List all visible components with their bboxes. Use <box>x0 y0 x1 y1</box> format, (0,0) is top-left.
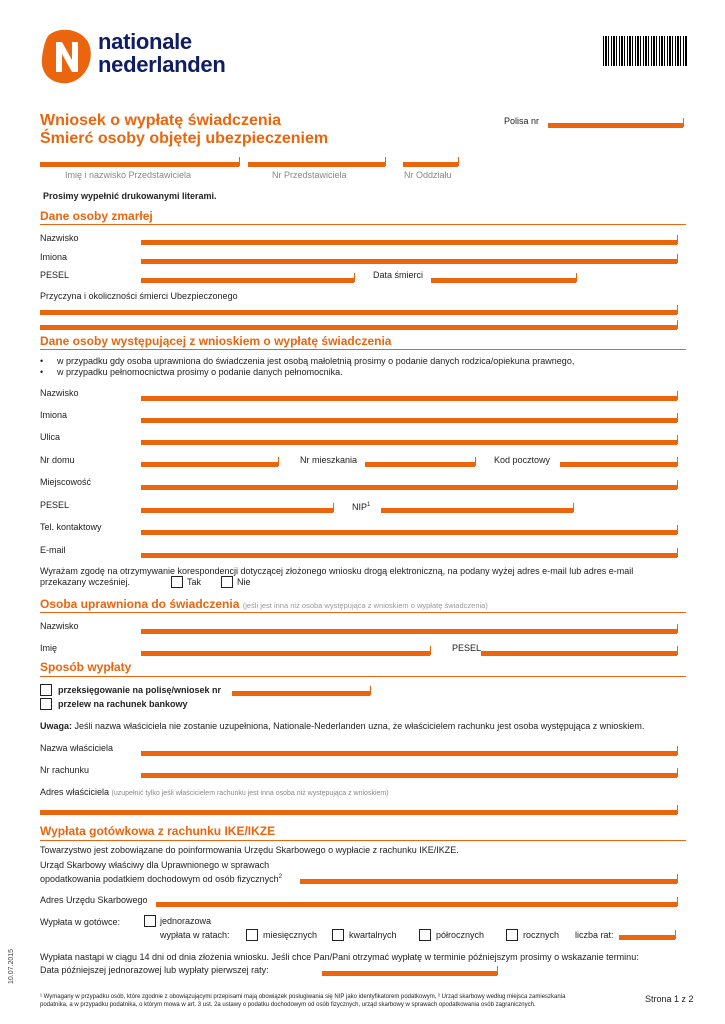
flat-no-field[interactable] <box>365 457 475 467</box>
quarterly-label: kwartalnych <box>349 930 397 940</box>
owner-name-label: Nazwa właściciela <box>40 743 114 753</box>
phone-field[interactable] <box>141 525 677 535</box>
bank-transfer-label: przelew na rachunek bankowy <box>58 699 188 709</box>
beneficiary-surname-field[interactable] <box>141 624 677 634</box>
applicant-names-field[interactable] <box>141 413 677 423</box>
deceased-pesel-field[interactable] <box>141 273 354 283</box>
applicant-names-label: Imiona <box>40 410 68 420</box>
cash-payment-label: Wypłata w gotówce: <box>40 917 120 927</box>
transfer-to-policy-checkbox[interactable] <box>40 684 52 696</box>
section-beneficiary-note: (jeśli jest inna niż osoba występująca z wnioskiem o wypłatę świadczenia) <box>242 601 488 610</box>
owner-address-label: Adres właściciela (uzupełnić tylko jeśli właścicielem rachunku jest inna osoba niż występująca z wnioskiem) <box>40 787 389 797</box>
death-date-field[interactable] <box>431 273 576 283</box>
applicant-pesel-label: PESEL <box>40 500 70 510</box>
section-applicant: Dane osoby występującej z wnioskiem o wypłatę świadczenia <box>40 334 392 348</box>
cause-label: Przyczyna i okoliczności śmierci Ubezpieczonego <box>40 291 238 301</box>
email-label: E-mail <box>40 545 66 555</box>
barcode <box>603 36 687 66</box>
nn-logo <box>40 28 240 84</box>
deceased-names-label: Imiona <box>40 252 68 262</box>
cause-field-1[interactable] <box>40 305 677 315</box>
deceased-surname-label: Nazwisko <box>40 233 79 243</box>
section-rule <box>40 349 686 350</box>
consent-no-checkbox[interactable] <box>221 576 233 588</box>
rep-name-label: Imię i nazwisko Przedstawiciela <box>65 170 192 180</box>
tax-office-address-field[interactable] <box>156 897 677 907</box>
nn-logo-icon <box>40 28 92 84</box>
phone-label: Tel. kontaktowy <box>40 522 102 532</box>
tax-office-address-label: Adres Urzędu Skarbowego <box>40 895 148 905</box>
street-field[interactable] <box>141 435 677 445</box>
later-date-field[interactable] <box>322 966 497 976</box>
payment-note: Uwaga: Jeśli nazwa właściciela nie zostanie uzupełniona, Nationale-Nederlanden uzna, że właścicielem rachunku jest osoba występująca z wnioskiem. <box>40 721 645 731</box>
beneficiary-pesel-label: PESEL <box>452 643 482 653</box>
later-date-text-1: Wypłata nastąpi w ciągu 14 dni od dnia złożenia wniosku. Jeśli chce Pan/Pani otrzymać wypłatę w terminie późniejszym prosimy o wskazanie terminu: <box>40 952 639 962</box>
footnote-2: podatnika, a w przypadku podatnika, o którym mowa w art. 3 ust. 2a ustawy o podatku dochodowym od osób fizycznych, urząd skarbowy w sprawach opodatkowania osób zagranicznych. <box>40 1002 536 1008</box>
applicant-pesel-field[interactable] <box>141 503 333 513</box>
transfer-policy-no-field[interactable] <box>232 686 370 696</box>
consent-text-2: przekazany wcześniej. <box>40 577 131 587</box>
section-rule <box>40 676 686 677</box>
quarterly-checkbox[interactable] <box>332 929 344 941</box>
city-field[interactable] <box>141 480 677 490</box>
branch-number-field[interactable] <box>403 157 458 167</box>
rep-name-field[interactable] <box>40 157 239 167</box>
death-date-label: Data śmierci <box>373 270 424 280</box>
form-subtitle: Śmierć osoby objętej ubezpieczeniem <box>40 130 329 147</box>
applicant-surname-label: Nazwisko <box>40 388 79 398</box>
branch-label: Nr Oddziału <box>404 170 452 180</box>
street-label: Ulica <box>40 432 61 442</box>
section-rule <box>40 840 686 841</box>
tax-office-label-2: opodatkowania podatkiem dochodowym od osób fizycznych$^2$ <box>40 874 282 884</box>
consent-no-label: Nie <box>237 577 251 587</box>
installment-count-label: liczba rat: <box>575 930 614 940</box>
consent-yes-label: Tak <box>187 577 202 587</box>
city-label: Miejscowość <box>40 477 92 487</box>
nip-field[interactable] <box>381 503 573 513</box>
applicant-bullet-2: w przypadku pełnomocnictwa prosimy o podanie danych pełnomocnika. <box>57 367 343 377</box>
consent-yes-checkbox[interactable] <box>171 576 183 588</box>
email-field[interactable] <box>141 548 677 558</box>
deceased-pesel-label: PESEL <box>40 270 70 280</box>
policy-label: Polisa nr <box>504 116 540 126</box>
flat-no-label: Nr mieszkania <box>300 455 358 465</box>
tax-office-label-1: Urząd Skarbowy właściwy dla Uprawnionego w sprawach <box>40 860 270 870</box>
rep-number-label: Nr Przedstawiciela <box>272 170 347 180</box>
beneficiary-surname-label: Nazwisko <box>40 621 79 631</box>
deceased-names-field[interactable] <box>141 254 677 264</box>
bullet-icon: • <box>40 356 44 366</box>
account-no-label: Nr rachunku <box>40 765 90 775</box>
beneficiary-pesel-field[interactable] <box>481 646 677 656</box>
applicant-surname-field[interactable] <box>141 391 677 401</box>
tax-office-field[interactable] <box>300 874 677 884</box>
section-beneficiary: Osoba uprawniona do świadczenia (jeśli jest inna niż osoba występująca z wnioskiem o wypłatę świadczenia) <box>40 597 488 611</box>
installment-count-field[interactable] <box>619 930 675 940</box>
later-date-text-2: Data późniejszej jednorazowej lub wypłaty pierwszej raty: <box>40 965 269 975</box>
one-time-label: jednorazowa <box>160 916 212 926</box>
nip-label: NIP$^1$ <box>352 502 371 512</box>
section-rule <box>40 224 686 225</box>
house-no-field[interactable] <box>141 457 278 467</box>
brand-line2: nederlanden <box>98 52 226 77</box>
bullet-icon: • <box>40 367 44 377</box>
installments-label: wypłata w ratach: <box>160 930 230 940</box>
bank-transfer-checkbox[interactable] <box>40 698 52 710</box>
one-time-checkbox[interactable] <box>144 915 156 927</box>
account-no-field[interactable] <box>141 768 677 778</box>
transfer-to-policy-label: przeksięgowanie na polisę/wniosek nr <box>58 685 222 695</box>
brand-line1: nationale <box>98 29 192 54</box>
postal-code-field[interactable] <box>560 457 677 467</box>
section-payment: Sposób wypłaty <box>40 660 132 674</box>
policy-number-field[interactable] <box>548 118 683 128</box>
deceased-surname-field[interactable] <box>141 235 677 245</box>
owner-address-field[interactable] <box>40 805 677 815</box>
monthly-checkbox[interactable] <box>246 929 258 941</box>
beneficiary-name-field[interactable] <box>141 646 430 656</box>
annual-checkbox[interactable] <box>506 929 518 941</box>
consent-text-1: Wyrażam zgodę na otrzymywanie korespondencji dotyczącej złożonego wniosku drogą elektroniczną, na podany wyżej adres e-mail lub adres e-mail <box>40 566 634 576</box>
version-date: 10.07.2015 <box>8 948 15 984</box>
annual-label: rocznych <box>523 930 560 940</box>
section-ike: Wypłata gotówkowa z rachunku IKE/IKZE <box>40 824 276 838</box>
cause-field-2[interactable] <box>40 320 677 330</box>
section-deceased: Dane osoby zmarłej <box>40 209 153 223</box>
owner-name-field[interactable] <box>141 746 677 756</box>
footnote-1: ¹ Wymagany w przypadku osób, które zgodnie z obowiązującymi przepisami mają obowiązek posługiwania się NIP jako identyfikatorem podatkowym, ² Urząd skarbowy według miejsca zamieszkania <box>40 994 566 1000</box>
postal-code-label: Kod pocztowy <box>494 455 551 465</box>
section-rule <box>40 612 686 613</box>
form-title: Wniosek o wypłatę świadczenia <box>40 112 281 129</box>
rep-number-field[interactable] <box>248 157 385 167</box>
applicant-bullet-1: w przypadku gdy osoba uprawniona do świadczenia jest osobą małoletnią prosimy o podanie danych rodzica/opiekuna prawnego, <box>57 356 575 366</box>
monthly-label: miesięcznych <box>263 930 318 940</box>
page-number: Strona 1 z 2 <box>645 994 694 1004</box>
semiannual-checkbox[interactable] <box>419 929 431 941</box>
ike-obligation: Towarzystwo jest zobowiązane do poinformowania Urzędu Skarbowego o wypłacie z rachunku IKE/IKZE. <box>40 845 459 855</box>
house-no-label: Nr domu <box>40 455 75 465</box>
instruction: Prosimy wypełnić drukowanymi literami. <box>43 191 217 201</box>
semiannual-label: półrocznych <box>436 930 485 940</box>
beneficiary-name-label: Imię <box>40 643 58 653</box>
